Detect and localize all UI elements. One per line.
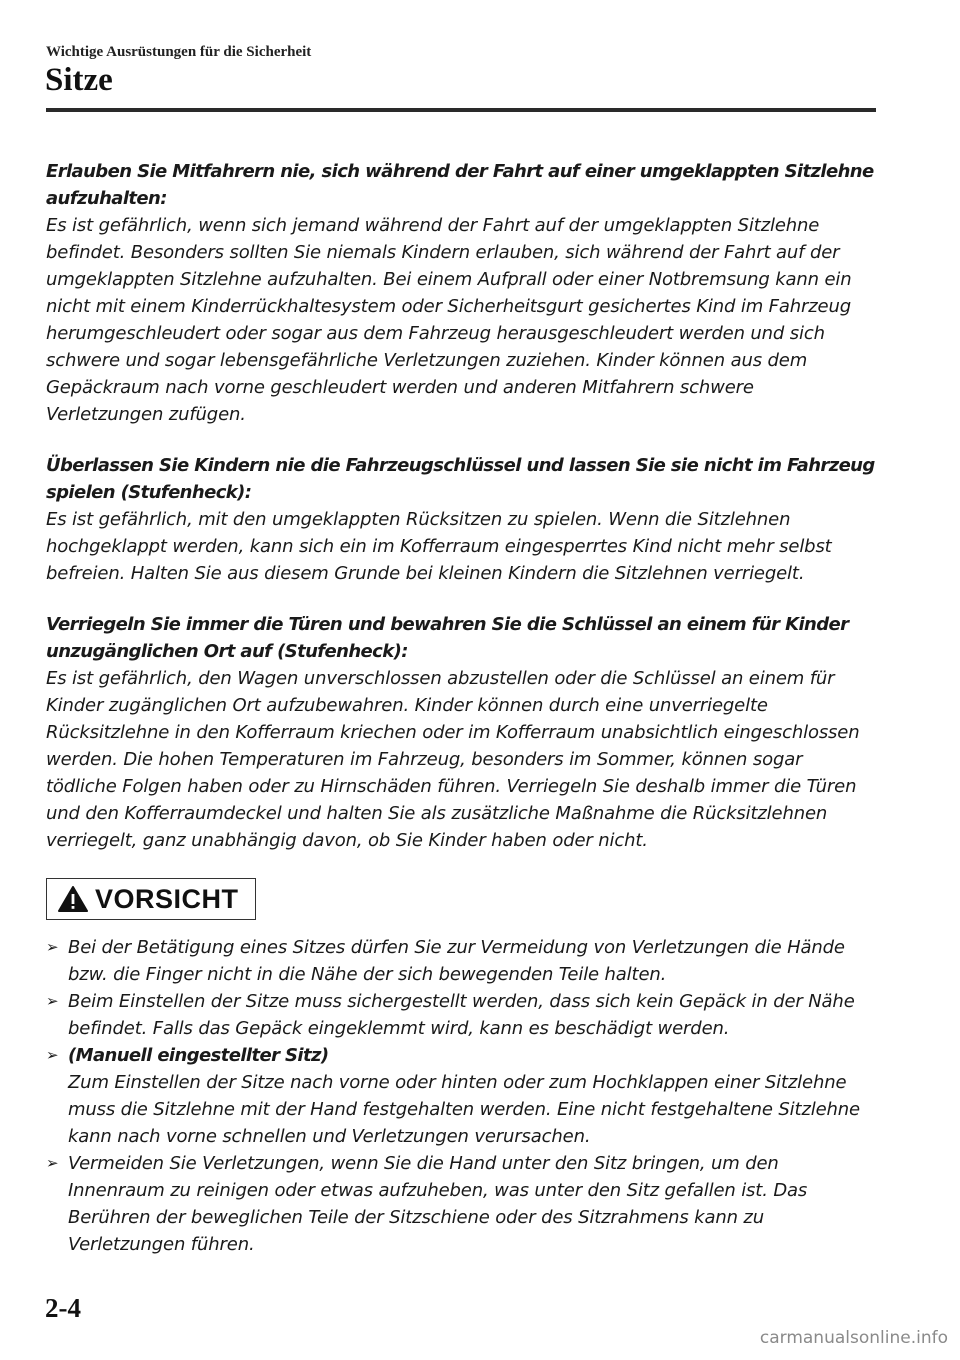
page-title: Sitze (45, 62, 113, 98)
main-content (46, 158, 876, 1258)
caution-label-box (46, 878, 256, 920)
arrow-bullet-icon: ➢ (46, 938, 59, 956)
section-subtitle: Wichtige Ausrüstungen für die Sicherheit (46, 44, 312, 60)
warning-section (46, 452, 876, 587)
caution-text: Beim Einstellen der Sitze muss sichergestellt werden, dass sich kein Gepäck in der Nähe befindet. Falls das Gepäck eingeklemmt wird, kann es beschädigt werden. (68, 991, 855, 1039)
warning-triangle-icon (57, 885, 89, 913)
caution-text: Vermeiden Sie Verletzungen, wenn Sie die Hand unter den Sitz bringen, um den Innenraum zu reinigen oder etwas aufzuheben, was unter den Sitz gefallen ist. Das Berühren der beweglichen Teile der Sitzschiene oder des Sitzrahmens kann zu Verletzungen führen. (68, 1153, 808, 1255)
caution-label: VORSICHT (95, 883, 239, 914)
list-item (46, 934, 876, 988)
warning-heading: Überlassen Sie Kindern nie die Fahrzeugschlüssel und lassen Sie sie nicht im Fahrzeug spielen (Stufenheck): (46, 455, 875, 503)
warning-body: Es ist gefährlich, wenn sich jemand während der Fahrt auf der umgeklappten Sitzlehne befindet. Besonders sollten Sie niemals Kindern erlauben, sich während der Fahrt auf der umgeklappten Sitzlehne aufzuhalten. Bei einem Aufprall oder einer Notbremsung kann ein nicht mit einem Kinderrückhaltesystem oder Sicherheitsgurt gesichertes Kind im Fahrzeug herumgeschleudert oder sogar aus dem Fahrzeug herausgeschleudert werden und sich schwere und sogar lebensgefährliche Verletzungen zuziehen. Kinder können aus dem Gepäckraum nach vorne geschleudert werden und anderen Mitfahrern schwere Verletzungen zufügen. (46, 215, 852, 425)
arrow-bullet-icon: ➢ (46, 1154, 59, 1172)
warning-body: Es ist gefährlich, den Wagen unverschlossen abzustellen oder die Schlüssel an einem für Kinder zugänglichen Ort aufzubewahren. Kinder können durch eine unverriegelte Rücksitzlehne in den Kofferraum kriechen oder im Kofferraum unabsichtlich eingeschlossen werden. Die hohen Temperaturen im Fahrzeug, besonders im Sommer, können sogar tödliche Folgen haben oder zu Hirnschäden führen. Verriegeln Sie deshalb immer die Türen und den Kofferraumdeckel und halten Sie als zusätzliche Maßnahme die Rücksitzlehnen verriegelt, ganz unabhängig davon, ob Sie Kinder haben oder nicht. (46, 668, 860, 851)
warning-section (46, 158, 876, 428)
warning-heading: Erlauben Sie Mitfahrern nie, sich während der Fahrt auf einer umgeklappten Sitzlehne aufzuhalten: (46, 161, 874, 209)
list-item (46, 1042, 876, 1150)
warning-section (46, 611, 876, 854)
caution-item-title: (Manuell eingestellter Sitz) (68, 1045, 329, 1066)
header-divider (46, 108, 876, 112)
warning-body: Es ist gefährlich, mit den umgeklappten Rücksitzen zu spielen. Wenn die Sitzlehnen hochgeklappt werden, kann sich ein im Kofferraum eingesperrtes Kind nicht mehr selbst befreien. Halten Sie aus diesem Grunde bei kleinen Kindern die Sitzlehnen verriegelt. (46, 509, 832, 584)
caution-text: Bei der Betätigung eines Sitzes dürfen Sie zur Vermeidung von Verletzungen die Hände bzw. die Finger nicht in die Nähe der sich bewegenden Teile halten. (68, 937, 845, 985)
watermark: carmanualsonline.info (759, 1328, 948, 1348)
arrow-bullet-icon: ➢ (46, 992, 59, 1010)
page-number: 2-4 (45, 1293, 81, 1323)
list-item (46, 988, 876, 1042)
arrow-bullet-icon: ➢ (46, 1046, 59, 1064)
warning-heading: Verriegeln Sie immer die Türen und bewahren Sie die Schlüssel an einem für Kinder unzugänglichen Ort auf (Stufenheck): (46, 614, 849, 662)
list-item (46, 1150, 876, 1258)
caution-list (46, 934, 876, 1258)
caution-text: Zum Einstellen der Sitze nach vorne oder hinten oder zum Hochklappen einer Sitzlehne muss die Sitzlehne mit der Hand festgehalten werden. Eine nicht festgehaltene Sitzlehne kann nach vorne schnellen und Verletzungen verursachen. (68, 1072, 860, 1147)
